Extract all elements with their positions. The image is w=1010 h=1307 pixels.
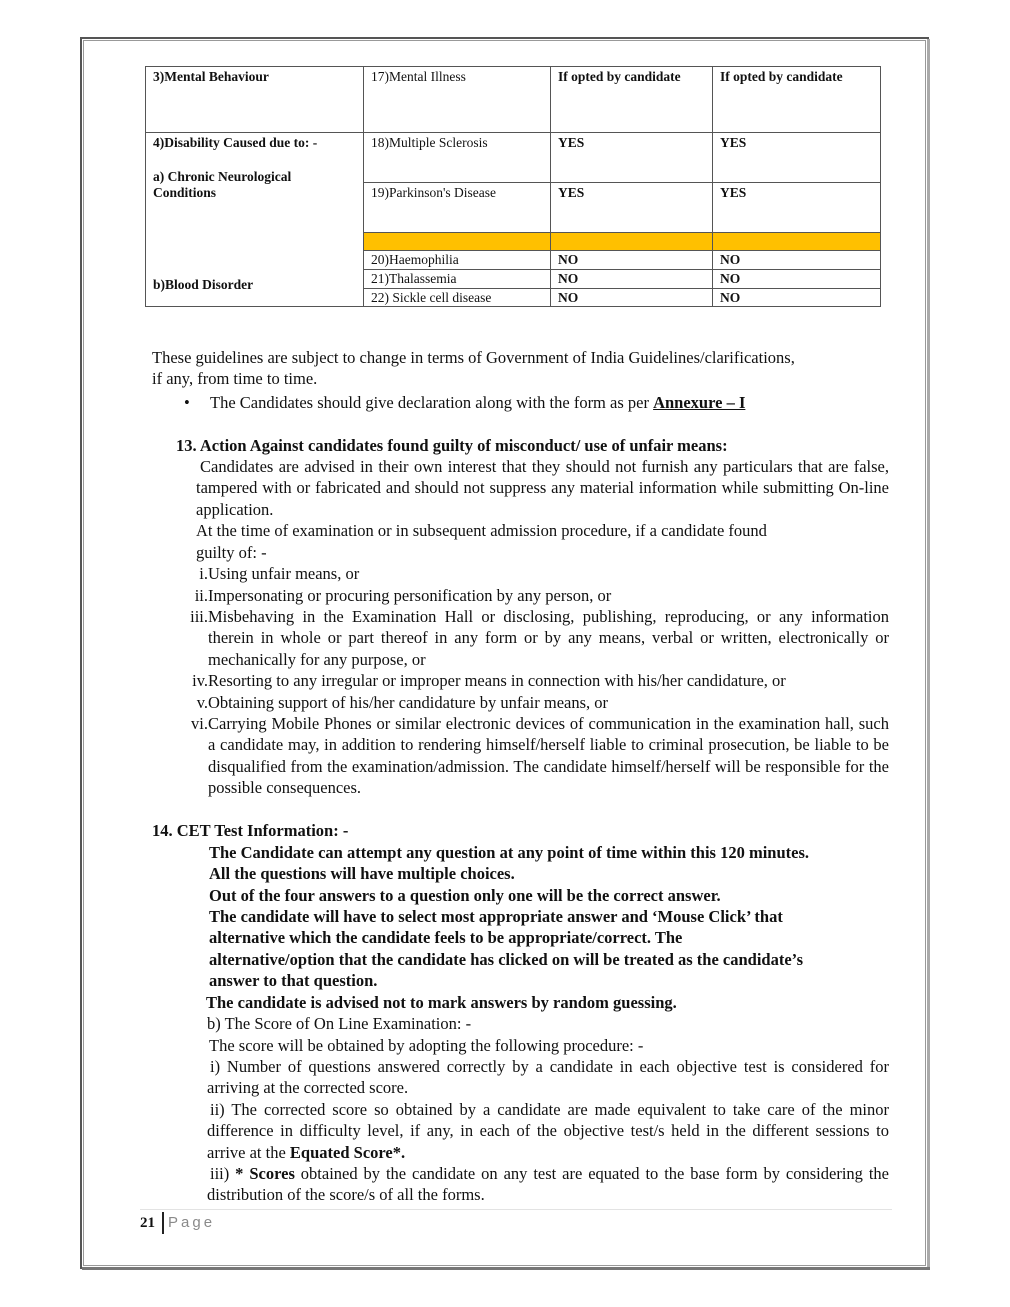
declaration-note [210,392,745,413]
value-label: YES [558,185,585,200]
table-cell-value [712,288,881,307]
annexure-link[interactable]: Annexure – I [653,393,746,412]
page-border-shadow-right [927,39,930,1269]
table-cell-highlight [363,232,551,251]
scores-label: * Scores [235,1164,295,1183]
table-cell-category [145,132,364,307]
table-cell-highlight [550,232,713,251]
value-label: NO [720,271,741,286]
guidelines-line-1: These guidelines are subject to change in terms of Government of India Guidelines/clarifications, [152,348,795,367]
random-guess-advice: The candidate is advised not to mark answers by random guessing. [206,993,677,1012]
table-cell-value [550,288,713,307]
score-intro: The score will be obtained by adopting the following procedure: - [209,1036,644,1055]
table-cell-condition [363,66,551,133]
score-point-3-prefix: iii) [210,1164,236,1183]
table-cell-category [145,66,364,133]
page-separator [162,1212,164,1234]
table-cell-value [550,132,713,183]
table-cell-condition [363,288,551,307]
misconduct-item [170,585,890,606]
item-number: i. [199,564,208,583]
table-cell-condition [363,269,551,289]
section-13-para-2-line-2: guilty of: - [196,543,267,562]
cet-info-line: Out of the four answers to a question only one will be the correct answer. [209,886,721,905]
condition-label: 18)Multiple Sclerosis [371,135,488,150]
page-number: 21 [140,1215,155,1231]
score-point-3-text: obtained by the candidate on any test are equated to the base form by considering the distribution of the score/s of all the forms. [207,1164,889,1205]
value-label: YES [720,185,747,200]
cet-info-line: The Candidate can attempt any question at any point of time within this 120 minutes. [209,843,810,862]
table-cell-value [712,250,881,270]
score-point-2 [207,1099,889,1163]
category-label: 4)Disability Caused due to: - [153,135,318,150]
misconduct-item [170,713,890,799]
table-cell-value [712,269,881,289]
item-number: ii. [194,586,208,605]
value-label: NO [720,252,741,267]
item-text: Resorting to any irregular or improper means in connection with his/her candidature, or [208,671,786,690]
cet-info-line: All the questions will have multiple choices. [209,864,515,883]
item-text: Obtaining support of his/her candidature by unfair means, or [208,693,609,712]
misconduct-item [170,606,890,670]
equated-score-label: Equated Score*. [289,1142,406,1162]
item-text: Using unfair means, or [208,564,360,583]
condition-label: 22) Sickle cell disease [371,290,492,305]
value-label: YES [720,135,747,150]
score-point-1: i) Number of questions answered correctly by a candidate in each objective test is considered for arriving at the corrected score. [207,1057,889,1098]
value-label: NO [558,252,579,267]
item-number: iii. [190,607,208,626]
table-cell-condition [363,132,551,183]
section-13-para-2-line-1: At the time of examination or in subsequent admission procedure, if a candidate found [196,521,767,540]
value-label: NO [558,290,579,305]
bullet-icon: • [184,393,190,412]
table-cell-value [550,66,713,133]
table-cell-value [550,250,713,270]
page-label: Page [168,1214,216,1231]
score-point-3 [207,1163,889,1206]
table-cell-condition [363,250,551,270]
cet-info-line: The candidate will have to select most appropriate answer and ‘Mouse Click’ that [209,907,783,926]
section-13-para-1: Candidates are advised in their own interest that they should not furnish any particulars that are false, tampered with or fabricated and should not suppress any material information while submitting On-line application. [196,457,889,519]
table-cell-highlight [712,232,881,251]
item-number: vi. [191,714,208,733]
item-text: Misbehaving in the Examination Hall or disclosing, publishing, reproducing, or any information therein in whole or part thereof in any form or by any means, verbal or written, electronically or mechanically for any purpose, or [208,607,889,669]
item-text: Carrying Mobile Phones or similar electronic devices of communication in the examination hall, such a candidate may, in addition to rendering himself/herself liable to criminal prosecution, be liable to be disqualified from the examination/admission. The candidate himself/herself will be responsible for the possible consequences. [208,714,889,798]
condition-label: 20)Haemophilia [371,252,459,267]
section-14-heading: 14. CET Test Information: - [152,821,349,840]
category-label: b)Blood Disorder [153,277,254,292]
condition-label: 21)Thalassemia [371,271,457,286]
cet-info-line: alternative/option that the candidate has clicked on will be treated as the candidate’s [209,950,803,969]
table-cell-value [712,66,881,133]
misconduct-item [170,563,890,584]
condition-label: 19)Parkinson's Disease [371,185,497,200]
value-label: If opted by candidate [558,69,681,84]
value-label: NO [720,290,741,305]
score-heading: b) The Score of On Line Examination: - [207,1014,472,1033]
table-cell-value [550,269,713,289]
cet-info-line: answer to that question. [209,971,378,990]
table-cell-value [712,182,881,233]
guidelines-line-2: if any, from time to time. [152,369,318,388]
misconduct-item [170,692,890,713]
item-text: Impersonating or procuring personification by any person, or [208,586,612,605]
table-cell-condition [363,182,551,233]
subcategory-label: a) Chronic Neurological Conditions [153,169,292,200]
value-label: If opted by candidate [720,69,843,84]
item-number: v. [196,693,208,712]
category-label: 3)Mental Behaviour [153,69,269,84]
value-label: YES [558,135,585,150]
table-cell-value [550,182,713,233]
disability-table [145,66,881,307]
section-13-heading: 13. Action Against candidates found guilty of misconduct/ use of unfair means: [176,436,728,455]
score-point-2-text: ii) The corrected score so obtained by a candidate are made equivalent to take care of the minor difference in difficulty level, if any, in each of the objective test/s held in the different sessions to arrive at the [207,1100,889,1162]
page-border-shadow-bottom [82,1267,930,1270]
footer-divider [140,1209,892,1210]
item-number: iv. [192,671,208,690]
misconduct-item [170,670,890,691]
table-cell-value [712,132,881,183]
value-label: NO [558,271,579,286]
cet-info-line: alternative which the candidate feels to be appropriate/correct. The [209,928,683,947]
condition-label: 17)Mental Illness [371,69,466,84]
declaration-text: The Candidates should give declaration along with the form as per [210,393,654,412]
